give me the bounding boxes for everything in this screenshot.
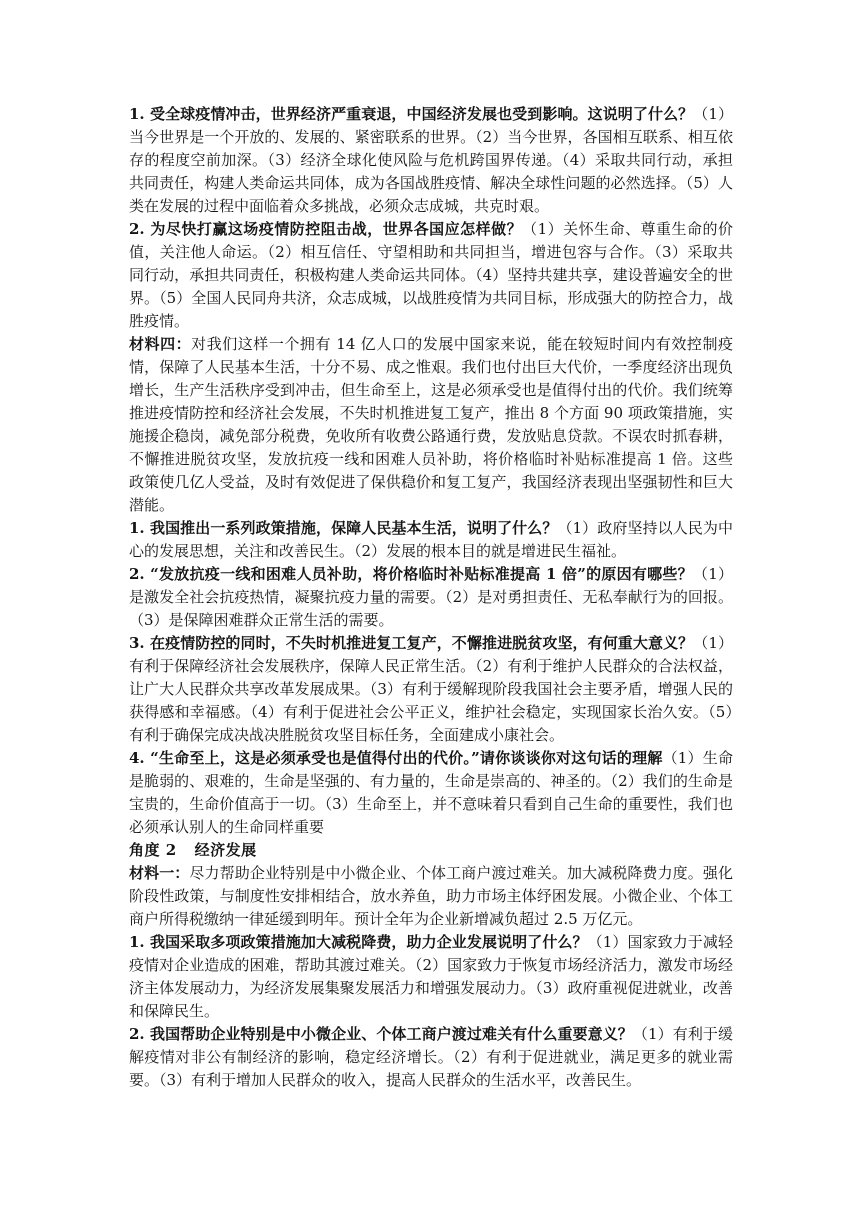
material-label: 材料四： — [129, 335, 192, 353]
section-title: 经济发展 — [194, 841, 257, 859]
answer-text: （1）当今世界是一个开放的、发展的、紧密联系的世界。（2）当今世界，各国相互联系、相互依存的程度空前加深。（3）经济全球化使风险与危机跨国界传递。（4）采取共同行动，承担共同责任，构建人类命运共同体，成为各国战胜疫情、解决全球性问题的必然选择。（5）人类在发展的过程中面临着众多挑战，必须众志成城，共克时艰。 — [129, 105, 733, 215]
qa-block — [129, 931, 733, 1023]
answer-text: （1）是激发全社会抗疫热情，凝聚抗疫力量的需要。（2）是对勇担责任、无私奉献行为的回报。（3）是保障困难群众正常生活的需要。 — [129, 565, 734, 629]
material-text: 对我们这样一个拥有 14 亿人口的发展中国家来说，能在较短时间内有效控制疫情，保障了人民基本生活，十分不易、成之惟艰。我们也付出巨大代价，一季度经济出现负增长，生产生活秩序受到冲击，但生命至上，这是必须承受也是值得付出的代价。我们统筹推进疫情防控和经济社会发展，不失时机推进复工复产，推出 8 个方面 90 项政策措施，实施援企稳岗，减免部分税费，免收所有收费公路通行费，发放贴息贷款。不误农时抓春耕，不懈推进脱贫攻坚，发放抗疫一线和困难人员补助，将价格临时补贴标准提高 1 倍。这些政策使几亿人受益，及时有效促进了保供稳价和复工复产，我国经济表现出坚强韧性和巨大潜能。 — [129, 335, 733, 514]
question-text: 3. 在疫情防控的同时，不失时机推进复工复产，不懈推进脱贫攻坚，有何重大意义？ — [129, 634, 694, 652]
question-text: 1. 我国推出一系列政策措施，保障人民基本生活，说明了什么？ — [129, 519, 558, 537]
section-label: 角度 2 — [129, 841, 177, 859]
qa-block — [129, 563, 733, 632]
question-text: 2. 为尽快打赢这场疫情防控阻击战，世界各国应怎样做？ — [129, 220, 523, 238]
material-text: 尽力帮助企业特别是中小微企业、个体工商户渡过难关。加大减税降费力度。强化阶段性政策，与制度性安排相结合，放水养鱼，助力市场主体纾困发展。小微企业、个体工商户所得税缴纳一律延缓到明年。预计全年为企业新增减负超过 2.5 万亿元。 — [129, 864, 733, 928]
answer-text: （1）生命是脆弱的、艰难的，生命是坚强的、有力量的，生命是崇高的、神圣的。（2）我们的生命是宝贵的，生命价值高于一切。（3）生命至上，并不意味着只看到自己生命的重要性，我们也必须承认别人的生命同样重要 — [129, 749, 733, 836]
question-text: 1. 受全球疫情冲击，世界经济严重衰退，中国经济发展也受到影响。这说明了什么？ — [129, 105, 694, 123]
answer-text: （1）有利于保障经济社会发展秩序，保障人民正常生活。（2）有利于维护人民群众的合法权益，让广大人民群众共享改革发展成果。（3）有利于缓解现阶段我国社会主要矛盾，增强人民的获得感和幸福感。（4）有利于促进社会公平正义，维护社会稳定，实现国家长治久安。（5）有利于确保完成决战决胜脱贫攻坚目标任务，全面建成小康社会。 — [129, 634, 733, 744]
question-text: 4. “生命至上，这是必须承受也是值得付出的代价。”请你谈谈你对这句话的理解 — [129, 749, 663, 767]
question-text: 2. 我国帮助企业特别是中小微企业、个体工商户渡过难关有什么重要意义？ — [129, 1025, 633, 1043]
qa-block — [129, 517, 733, 563]
qa-block — [129, 218, 733, 333]
material-block — [129, 862, 733, 931]
answer-text: （1）国家致力于减轻疫情对企业造成的困难，帮助其渡过难关。（2）国家致力于恢复市场经济活力，激发市场经济主体发展动力，为经济发展集聚发展活力和增强发展动力。（3）政府重视促进就业，改善和保障民生。 — [129, 933, 733, 1020]
material-block — [129, 333, 733, 517]
qa-block — [129, 103, 733, 218]
question-text: 2. “发放抗疫一线和困难人员补助，将价格临时补贴标准提高 1 倍”的原因有哪些？ — [129, 565, 693, 583]
section-heading — [129, 839, 733, 862]
qa-block — [129, 747, 733, 839]
qa-block — [129, 1023, 733, 1092]
document-body — [129, 103, 733, 1092]
answer-text: （1）政府坚持以人民为中心的发展思想，关注和改善民生。（2）发展的根本目的就是增进民生福祉。 — [129, 519, 734, 560]
qa-block — [129, 632, 733, 747]
question-text: 1. 我国采取多项政策措施加大减税降费，助力企业发展说明了什么？ — [129, 933, 588, 951]
material-label: 材料一： — [129, 864, 190, 882]
answer-text: （1）关怀生命、尊重生命的价值，关注他人命运。（2）相互信任、守望相助和共同担当，增进包容与合作。（3）采取共同行动，承担共同责任，积极构建人类命运共同体。（4）坚持共建共享，建设普遍安全的世界。（5）全国人民同舟共济，众志成城，以战胜疫情为共同目标，形成强大的防控合力，战胜疫情。 — [129, 220, 734, 330]
answer-text: （1）有利于缓解疫情对非公有制经济的影响，稳定经济增长。（2）有利于促进就业，满足更多的就业需要。（3）有利于增加人民群众的收入，提高人民群众的生活水平，改善民生。 — [129, 1025, 733, 1089]
